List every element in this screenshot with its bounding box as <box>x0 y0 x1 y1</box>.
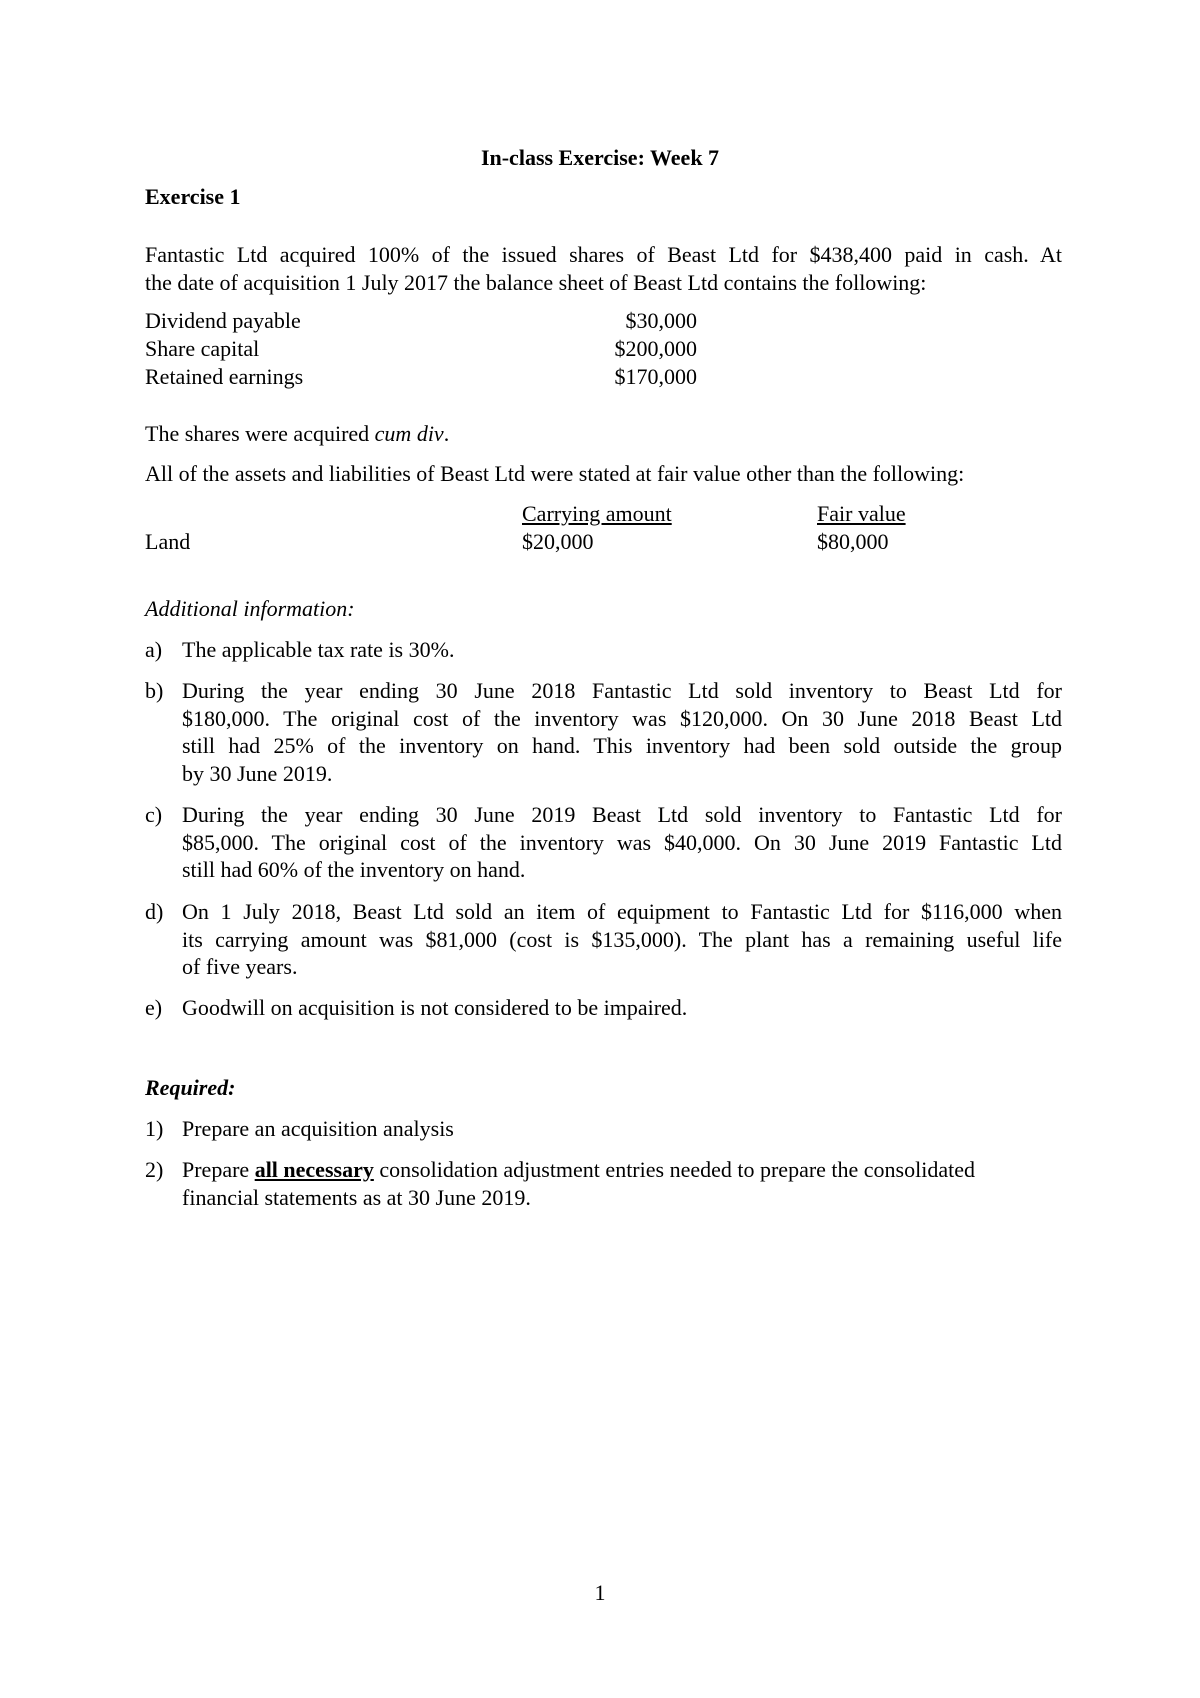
required-1 <box>182 1115 1062 1143</box>
balance-value-retained-earnings: $170,000 <box>614 364 697 389</box>
item-e <box>182 994 1062 1022</box>
exercise-heading: Exercise 1 <box>145 184 241 209</box>
item-d-line-3: of five years. <box>182 954 298 979</box>
fair-value-header: Fair value <box>817 501 906 526</box>
item-b-line-4: by 30 June 2019. <box>182 760 333 786</box>
required-2-prefix: Prepare <box>182 1157 255 1182</box>
balance-value-dividend: $30,000 <box>625 308 697 333</box>
land-carrying-amount: $20,000 <box>522 529 594 554</box>
item-c-line-3: still had 60% of the inventory on hand. <box>182 857 526 882</box>
item-c <box>182 801 1062 884</box>
page-title: In-class Exercise: Week 7 <box>480 145 720 170</box>
item-a-marker: a) <box>145 637 163 662</box>
required-2-suffix: consolidation adjustment entries needed to prepare the consolidated <box>373 1157 975 1182</box>
page-number: 1 <box>594 1580 606 1605</box>
intro-line-2: the date of acquisition 1 July 2017 the balance sheet of Beast Ltd contains the following: <box>145 269 927 295</box>
balance-value-share-capital: $200,000 <box>614 336 697 361</box>
cum-div-sentence <box>145 420 449 448</box>
land-label: Land <box>145 529 191 554</box>
item-a <box>182 636 1062 664</box>
item-c-marker: c) <box>145 802 163 827</box>
balance-label-retained-earnings: Retained earnings <box>145 364 304 389</box>
required-heading: Required: <box>145 1075 236 1100</box>
item-c-line-1: During the year ending 30 June 2019 Beast Ltd sold inventory to Fantastic Ltd for <box>182 802 1062 827</box>
required-1-marker: 1) <box>145 1116 164 1141</box>
item-d-line-1: On 1 July 2018, Beast Ltd sold an item of equipment to Fantastic Ltd for $116,000 when <box>182 899 1062 924</box>
balance-label-share-capital: Share capital <box>145 336 260 361</box>
cum-div-prefix: The shares were acquired <box>145 421 375 446</box>
item-b-line-3: still had 25% of the inventory on hand. This inventory had been sold outside the group <box>182 733 1062 758</box>
item-e-line-1: Goodwill on acquisition is not considered to be impaired. <box>182 995 688 1020</box>
cum-div-suffix: . <box>443 421 450 446</box>
item-b-marker: b) <box>145 678 164 703</box>
balance-label-dividend: Dividend payable <box>145 308 301 333</box>
cum-div-italic: cum div <box>374 421 444 446</box>
item-b-line-1: During the year ending 30 June 2018 Fantastic Ltd sold inventory to Beast Ltd for <box>182 678 1062 703</box>
item-c-line-2: $85,000. The original cost of the inventory was $40,000. On 30 June 2019 Fantastic Ltd <box>182 829 1062 855</box>
item-d-marker: d) <box>145 899 164 924</box>
item-e-marker: e) <box>145 995 163 1020</box>
required-2-line-2: financial statements as at 30 June 2019. <box>182 1184 531 1210</box>
required-2 <box>182 1156 1062 1211</box>
item-b <box>182 677 1062 787</box>
item-d-line-2: its carrying amount was $81,000 (cost is $135,000). The plant has a remaining useful life <box>182 926 1062 952</box>
intro-paragraph <box>145 241 1062 296</box>
required-2-marker: 2) <box>145 1157 164 1182</box>
item-a-line-1: The applicable tax rate is 30%. <box>182 637 455 662</box>
land-fair-value: $80,000 <box>817 529 889 554</box>
required-2-line-1 <box>182 1156 1062 1184</box>
fair-value-intro: All of the assets and liabilities of Beast Ltd were stated at fair value other than the following: <box>145 461 965 486</box>
item-b-line-2: $180,000. The original cost of the inventory was $120,000. On 30 June 2018 Beast Ltd <box>182 705 1062 731</box>
intro-line-1: Fantastic Ltd acquired 100% of the issued shares of Beast Ltd for $438,400 paid in cash. At <box>145 242 1062 267</box>
required-2-emphasis: all necessary <box>254 1157 374 1182</box>
carrying-amount-header: Carrying amount <box>522 501 672 526</box>
additional-info-heading: Additional information: <box>145 596 355 621</box>
required-1-text: Prepare an acquisition analysis <box>182 1116 454 1141</box>
item-d <box>182 898 1062 981</box>
